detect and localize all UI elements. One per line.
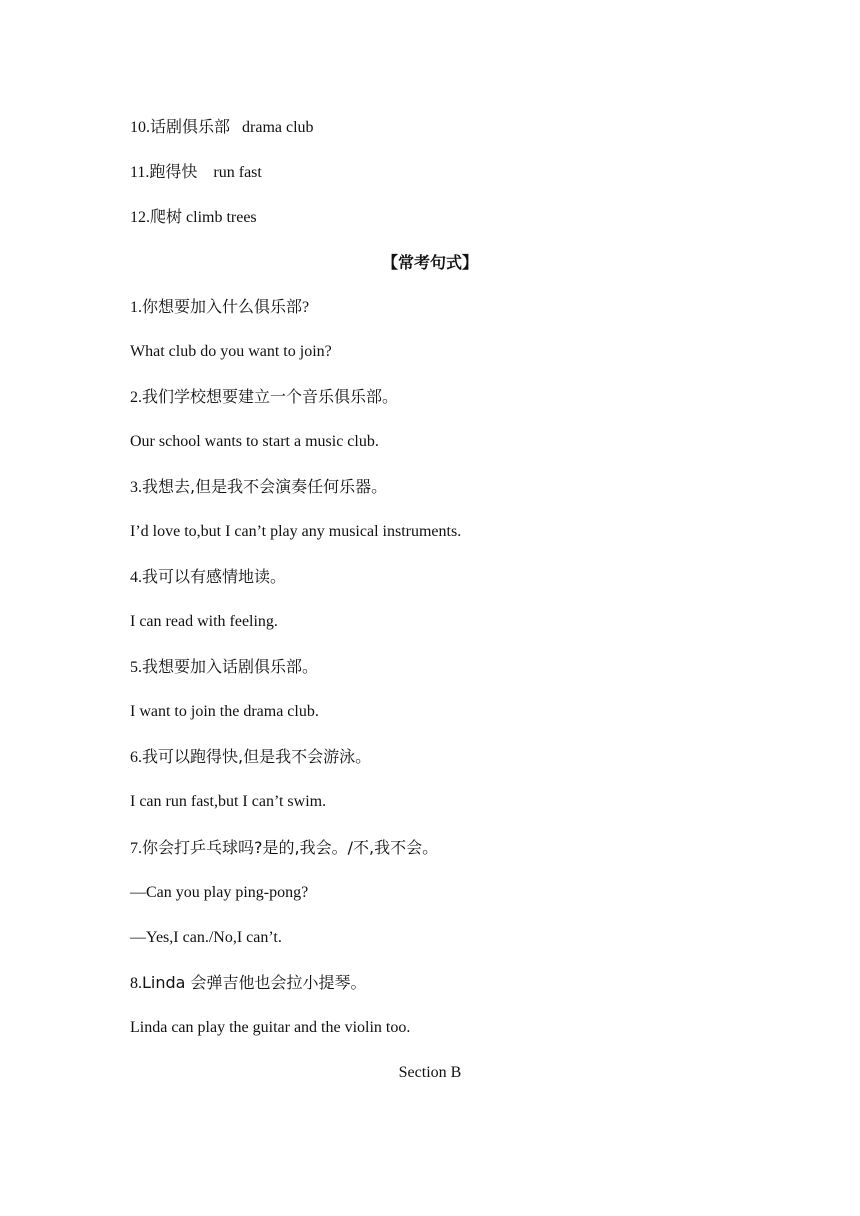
sentence-number: 1. <box>130 299 142 316</box>
sentence-chinese-tail: ,但是我不会演奏任何乐器。 <box>190 477 388 496</box>
sentence-5-chinese <box>130 657 318 678</box>
sentence-number: 8. <box>130 975 142 992</box>
sentence-1-chinese <box>130 297 309 318</box>
sentence-chinese-text: 我可以跑得快 <box>142 747 239 766</box>
sentence-number: 2. <box>130 389 142 406</box>
sentence-number: 5. <box>130 659 142 676</box>
sentence-chinese-tail: ?是的,我会。/不,我不会。 <box>254 838 439 857</box>
sentence-7-english-answer: —Yes,I can./No,I can’t. <box>130 929 282 946</box>
vocab-chinese: 爬树 <box>150 207 183 226</box>
sentence-chinese-text: 你想要加入什么俱乐部 <box>142 297 303 316</box>
sentence-number: 3. <box>130 479 142 496</box>
sentence-chinese-text: 我想去 <box>142 477 191 496</box>
sentence-number: 7. <box>130 840 142 857</box>
sentence-number: 4. <box>130 569 142 586</box>
vocab-chinese: 跑得快 <box>149 162 198 181</box>
sentence-chinese-text: Linda 会弹吉他也会拉小提琴。 <box>142 973 367 992</box>
sentence-6-chinese <box>130 747 371 768</box>
vocab-number: 12. <box>130 209 150 226</box>
sentence-chinese-text: 我可以有感情地读。 <box>142 567 287 586</box>
sentence-chinese-text: 你会打乒乓球吗 <box>142 838 255 857</box>
sentence-chinese-text: 我想要加入话剧俱乐部。 <box>142 657 319 676</box>
sentence-chinese-text: 我们学校想要建立一个音乐俱乐部。 <box>142 387 399 406</box>
sentence-2-english: Our school wants to start a music club. <box>130 433 379 450</box>
sentence-chinese-tail: ? <box>302 299 310 316</box>
vocab-number: 10. <box>130 119 150 136</box>
section-b-heading: Section B <box>398 1064 462 1081</box>
sentence-number: 6. <box>130 749 142 766</box>
sentence-8-chinese <box>130 973 367 994</box>
sentence-5-english: I want to join the drama club. <box>130 703 319 720</box>
sentence-1-english: What club do you want to join? <box>130 343 332 360</box>
vocab-item-12 <box>130 207 257 228</box>
vocab-english: run fast <box>197 164 262 181</box>
vocab-english: climb trees <box>182 209 257 226</box>
vocab-english: drama club <box>230 119 314 136</box>
sentence-7-chinese <box>130 838 438 859</box>
vocab-chinese: 话剧俱乐部 <box>150 117 231 136</box>
vocab-item-10 <box>130 117 314 138</box>
sentence-8-english: Linda can play the guitar and the violin too. <box>130 1019 411 1036</box>
sentence-6-english: I can run fast,but I can’t swim. <box>130 793 327 810</box>
section-heading: 【常考句式】 <box>381 253 478 272</box>
vocab-number: 11. <box>130 164 150 181</box>
sentence-chinese-tail: ,但是我不会游泳。 <box>238 747 372 766</box>
sentence-2-chinese <box>130 387 398 408</box>
sentence-7-english-question: —Can you play ping-pong? <box>130 884 309 901</box>
sentence-3-english: I’d love to,but I can’t play any musical instruments. <box>130 523 462 540</box>
sentence-4-english: I can read with feeling. <box>130 613 278 630</box>
sentence-3-chinese <box>130 477 387 498</box>
sentence-4-chinese <box>130 567 286 588</box>
vocab-item-11 <box>130 162 262 183</box>
